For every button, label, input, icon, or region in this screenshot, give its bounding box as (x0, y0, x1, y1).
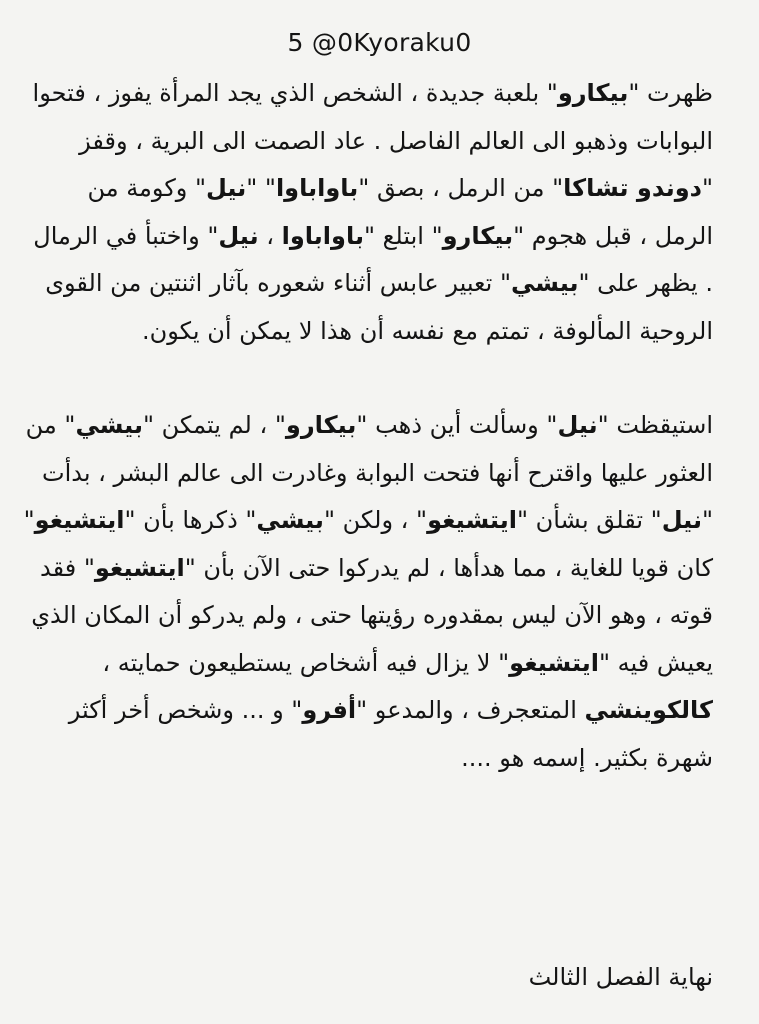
bold-name: نيل (661, 506, 702, 534)
bold-name: ايتشيغو (427, 506, 517, 534)
bold-name: أفرو (302, 696, 357, 724)
bold-name: بيشي (256, 506, 324, 534)
page-header: 5 @0Kyoraku0 (287, 28, 472, 57)
text-run: " بلعبة جديدة ، الشخص الذي يجد المرأة يفوز ، فتحوا البوابات وذهبو الى العالم الفاصل . عاد الصمت الى البرية ، وقفز " (32, 79, 713, 202)
paragraph-1 (23, 70, 713, 355)
bold-name: بيشي (75, 411, 143, 439)
text-run: " من الرمل ، بصق " (358, 174, 564, 202)
text-run: " ابتلع " (363, 221, 443, 250)
text-run: " وكومة من الرمل ، قبل هجوم " (87, 174, 713, 250)
text-run: " وسألت أين ذهب " (356, 411, 558, 439)
bold-name: ايتشيغو (94, 553, 185, 582)
text-run: " و ... وشخص أخر أكثر شهرة بكثير. إسمه هو .... (68, 696, 713, 772)
text-run: " لا يزال فيه أشخاص يستطيعون حمايته ، (102, 648, 510, 677)
text-run: " ذكرها بأن " (124, 506, 257, 534)
text-run: " تقلق بشأن " (516, 506, 662, 534)
text-run: " من العثور عليها واقترح أنها فتحت البوابة وغادرت الى عالم البشر ، بدأت " (25, 411, 713, 534)
text-run: " كان قويا للغاية ، مما هدأها ، لم يدركوا حتى الآن بأن " (23, 506, 713, 582)
bold-name: بيكارو (442, 221, 514, 250)
bold-name: دوندو تشاكا (563, 174, 702, 202)
bold-name: نيل (206, 174, 247, 202)
bold-name: باواباوا (281, 221, 364, 250)
text-run: المتعجرف ، والمدعو " (356, 696, 585, 724)
text-run: " فقد قوته ، وهو الآن ليس بمقدوره رؤيتها حتى ، ولم يدركو أن المكان الذي يعيش فيه " (31, 553, 713, 677)
text-run: " ، ولكن " (323, 506, 428, 534)
document-body (23, 70, 713, 782)
bold-name: ايتشيغو (34, 506, 125, 534)
chapter-ending: نهاية الفصل الثالث (528, 963, 713, 991)
text-run: " تعبير عابس أثناء شعوره بآثار اثنتين من القوى الروحية المألوفة ، تمتم مع نفسه أن هذا لا يمكن أن يكون. (45, 269, 713, 345)
text-run: " واختبأ في الرمال . يظهر على " (33, 221, 713, 297)
text-run: " " (246, 174, 276, 202)
paragraph-gap (23, 355, 713, 402)
bold-name: ايتشيغو (509, 648, 600, 677)
bold-name: بيكارو (557, 79, 629, 107)
text-run: " ، لم يتمكن " (142, 411, 286, 439)
bold-name: نيل (218, 221, 259, 250)
bold-name: نيل (557, 411, 598, 439)
bold-name: كالكوينشي (584, 696, 713, 724)
text-run: استيقظت " (597, 411, 713, 439)
paragraph-2 (23, 402, 713, 782)
text-run: ، (258, 221, 282, 250)
bold-name: بيكارو (285, 411, 357, 439)
text-run: ظهرت " (628, 79, 713, 107)
bold-name: باواباوا (275, 174, 359, 202)
bold-name: بيشي (510, 269, 579, 297)
